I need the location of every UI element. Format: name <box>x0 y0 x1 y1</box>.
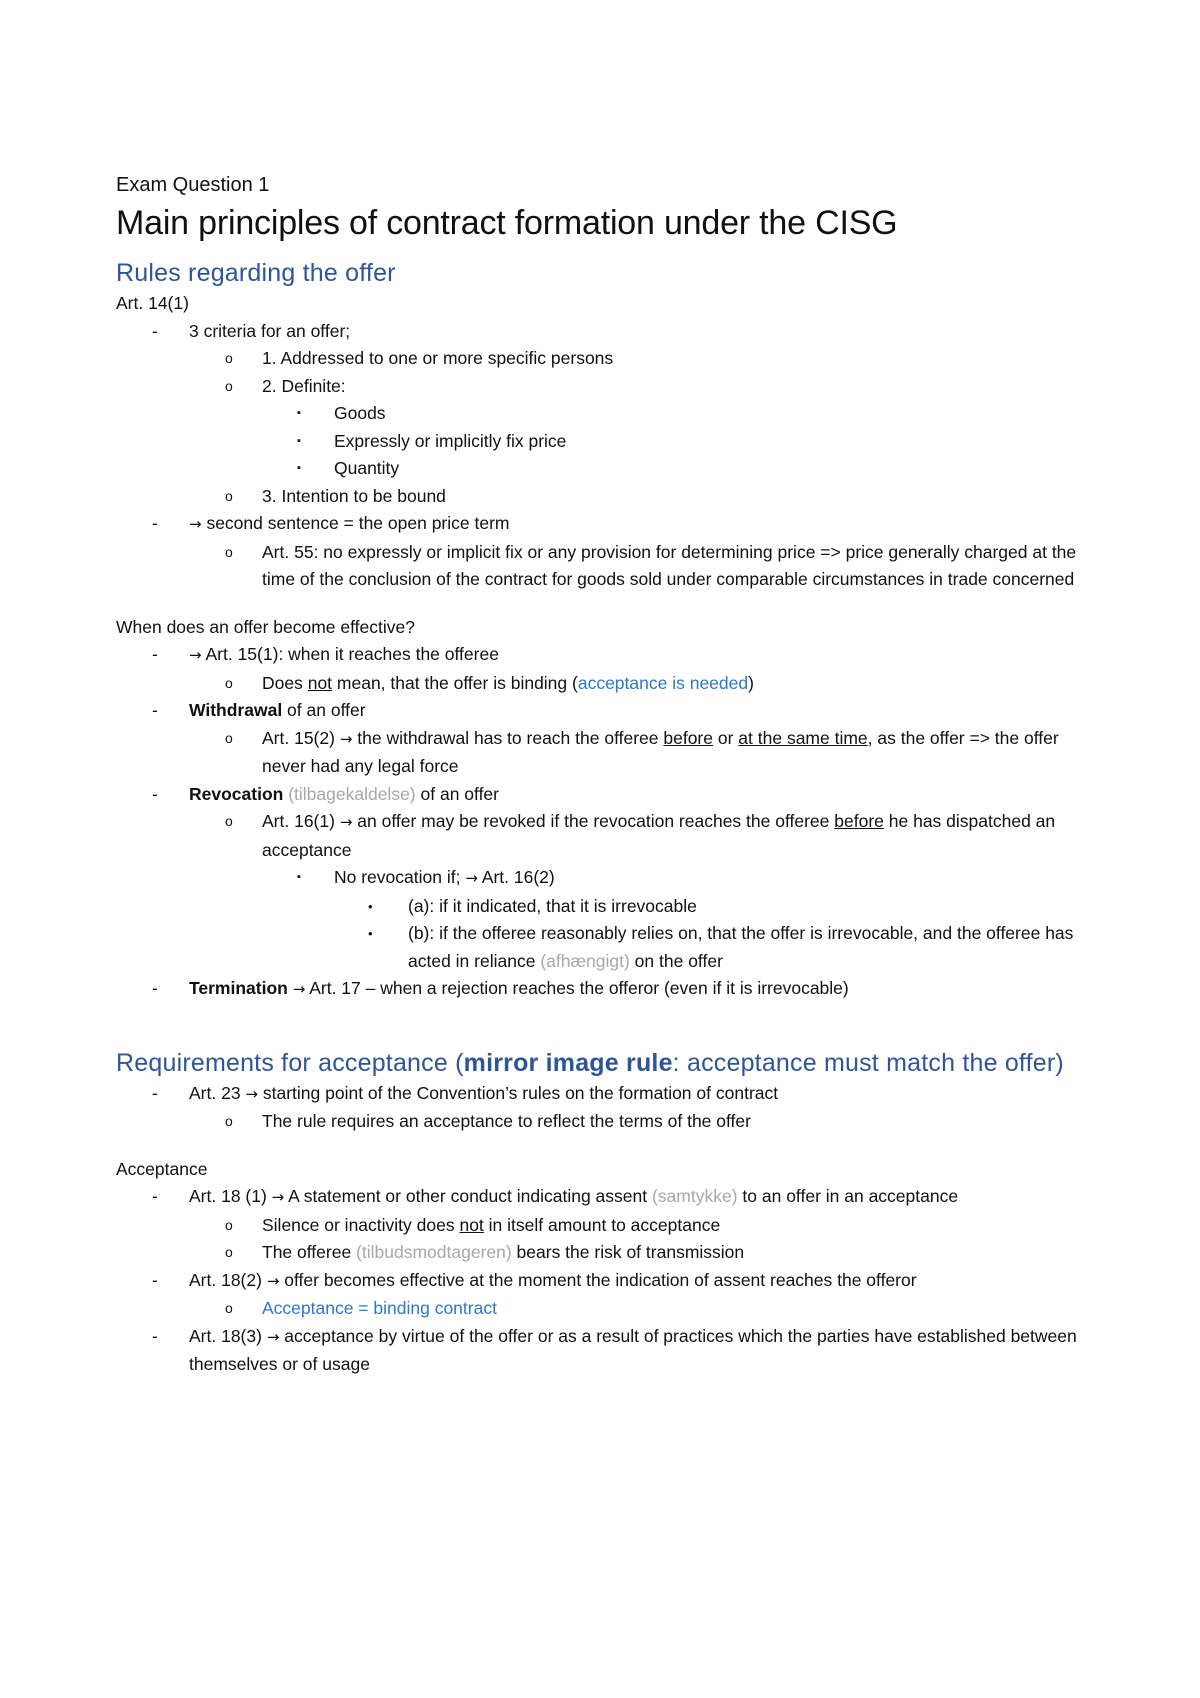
circle-bullet: o <box>225 729 233 746</box>
list-item: o 2. Definite: <box>116 373 1096 401</box>
list-item: o 1. Addressed to one or more specific persons <box>116 345 1096 373</box>
circle-bullet: o <box>225 1244 233 1260</box>
dash-bullet: - <box>152 1082 158 1103</box>
circle-bullet: o <box>225 1113 233 1129</box>
dash-bullet: - <box>152 320 158 341</box>
list-item: - 3 criteria for an offer; <box>116 318 1096 346</box>
circle-bullet: o <box>225 1300 233 1316</box>
list-item: o Art. 55: no expressly or implicit fix or any provision for determining price => price generally charged at the time of the conclusion of the contract for goods sold under comparable circumstances in trade concerned <box>116 539 1096 594</box>
dash-bullet: - <box>152 1325 158 1346</box>
list-item: - → Art. 15(1): when it reaches the offeree <box>116 641 1096 670</box>
list-item: - Art. 18(2) → offer becomes effective at the moment the indication of assent reaches the offeror <box>116 1267 1096 1296</box>
arrow-icon: → <box>189 646 202 664</box>
list-item: - Revocation (tilbagekaldelse) of an offer <box>116 781 1096 809</box>
highlight-text: acceptance is needed <box>577 672 749 693</box>
square-bullet: ▪ <box>297 462 301 474</box>
list-item: o Does not mean, that the offer is binding (acceptance is needed) <box>116 670 1096 698</box>
translation-note: (afhængigt) <box>540 950 630 971</box>
list-item: • (b): if the offeree reasonably relies on, that the offer is irrevocable, and the offeree has acted in reliance (afhængigt) on the offer <box>116 920 1096 975</box>
dash-bullet: - <box>152 700 158 720</box>
dot-bullet: • <box>368 898 373 914</box>
circle-bullet: o <box>225 674 233 691</box>
list-item: o Art. 15(2) → the withdrawal has to reach the offeree before or at the same time, as the offer => the offer never had any legal force <box>116 725 1096 781</box>
offer-list <box>116 318 1096 594</box>
art14-label: Art. 14(1) <box>116 293 189 313</box>
acceptance-label: Acceptance <box>116 1158 208 1179</box>
arrow-icon: → <box>266 1327 280 1346</box>
list-item: - Art. 18(3) → acceptance by virtue of the offer or as a result of practices which the parties have established between themselves or of usage <box>116 1323 1096 1379</box>
arrow-icon: → <box>245 1084 258 1103</box>
dash-bullet: - <box>152 978 158 998</box>
translation-note: (samtykke) <box>651 1186 738 1206</box>
list-item: o Art. 16(1) → an offer may be revoked if the revocation reaches the offeree before he has dispatched an acceptance <box>116 808 1096 864</box>
dash-bullet: - <box>152 1269 158 1290</box>
circle-bullet: o <box>225 487 233 504</box>
acceptance-requirements-list <box>116 1080 1096 1136</box>
circle-bullet: o <box>225 1216 233 1233</box>
dash-bullet: - <box>152 783 158 804</box>
highlight-text: Acceptance = binding contract <box>262 1298 497 1318</box>
list-item: - Withdrawal of an offer <box>116 697 1096 725</box>
circle-bullet: o <box>225 377 233 394</box>
acceptance-list <box>116 1183 1096 1379</box>
arrow-icon: → <box>339 813 353 831</box>
list-item: o Silence or inactivity does not in itself amount to acceptance <box>116 1212 1096 1240</box>
list-item: • (a): if it indicated, that it is irrevocable <box>116 893 1096 921</box>
section-heading-acceptance: Requirements for acceptance (mirror image rule: acceptance must match the offer) <box>116 1048 1064 1077</box>
square-bullet: ▪ <box>297 871 301 883</box>
circle-bullet: o <box>225 543 233 560</box>
list-item: o The offeree (tilbudsmodtageren) bears the risk of transmission <box>116 1239 1096 1267</box>
effective-list <box>116 641 1096 1004</box>
list-item: o 3. Intention to be bound <box>116 483 1096 511</box>
circle-bullet: o <box>225 350 233 366</box>
list-item: - Art. 23 → starting point of the Convention’s rules on the formation of contract <box>116 1080 1096 1109</box>
translation-note: (tilbagekaldelse) <box>288 783 416 804</box>
list-item <box>116 1295 1096 1323</box>
square-bullet: ▪ <box>297 407 301 419</box>
arrow-icon: → <box>339 729 353 748</box>
list-item: - Termination → Art. 17 – when a rejection reaches the offeror (even if it is irrevocable) <box>116 975 1096 1004</box>
list-item: o The rule requires an acceptance to reflect the terms of the offer <box>116 1108 1096 1136</box>
dot-bullet: • <box>368 926 373 941</box>
list-item: ▪ No revocation if; → Art. 16(2) <box>116 864 1096 893</box>
list-item: - Art. 18 (1) → A statement or other conduct indicating assent (samtykke) to an offer in an acceptance <box>116 1183 1096 1212</box>
list-item: ▪ Quantity <box>116 455 1096 483</box>
list-item: - → second sentence = the open price term <box>116 510 1096 539</box>
list-item: ▪ Expressly or implicitly fix price <box>116 428 1096 456</box>
dash-bullet: - <box>152 513 158 533</box>
effective-question: When does an offer become effective? <box>116 616 415 637</box>
translation-note: (tilbudsmodtageren) <box>356 1242 512 1262</box>
arrow-icon: → <box>271 1188 285 1206</box>
dash-bullet: - <box>152 644 158 664</box>
arrow-icon: → <box>465 869 478 887</box>
page-title: Main principles of contract formation under the CISG <box>116 204 898 242</box>
section-heading-offer: Rules regarding the offer <box>116 259 396 287</box>
arrow-icon: → <box>266 1271 280 1290</box>
exam-question-label: Exam Question 1 <box>116 174 270 196</box>
square-bullet: ▪ <box>297 434 301 447</box>
arrow-icon: → <box>189 515 202 533</box>
list-item: ▪ Goods <box>116 400 1096 428</box>
document-body <box>116 170 1096 1379</box>
circle-bullet: o <box>225 813 233 829</box>
arrow-icon: → <box>292 980 306 998</box>
dash-bullet: - <box>152 1186 158 1206</box>
